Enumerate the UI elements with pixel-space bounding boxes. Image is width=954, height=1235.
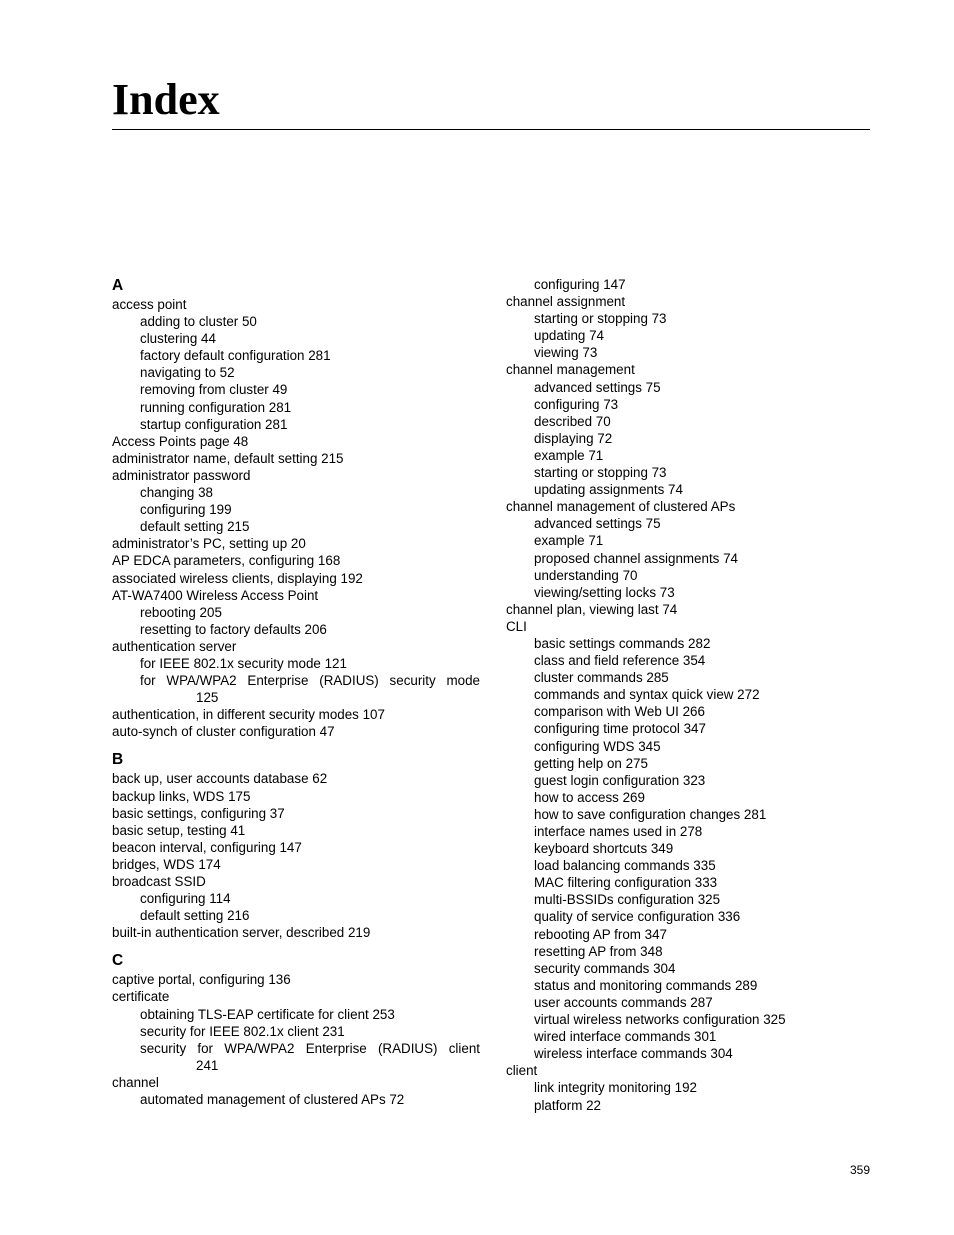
index-subentry: default setting 215 [140, 519, 250, 535]
index-entry: channel [112, 1074, 159, 1090]
index-entry: authentication server [112, 638, 237, 654]
index-entry: broadcast SSID [112, 874, 206, 889]
index-entry: basic settings, configuring 37 [112, 805, 285, 821]
section-letter-b: B [112, 751, 124, 769]
index-subentry: cluster commands 285 [534, 670, 669, 686]
index-subentry: running configuration 281 [140, 399, 292, 415]
index-subentry: example 71 [534, 447, 604, 463]
index-subentry: adding to cluster 50 [140, 314, 257, 330]
index-entry: access point [112, 297, 187, 312]
index-entry: beacon interval, configuring 147 [112, 839, 302, 855]
index-entry: backup links, WDS 175 [112, 788, 251, 804]
index-subentry: example 71 [534, 533, 604, 549]
index-entry: AP EDCA parameters, configuring 168 [112, 553, 341, 569]
index-subentry: configuring 114 [140, 891, 231, 907]
index-subentry: updating 74 [534, 328, 604, 344]
index-subentry: link integrity monitoring 192 [534, 1080, 698, 1096]
index-subentry: displaying 72 [534, 430, 613, 446]
index-column-right [506, 276, 874, 1114]
index-subentry: rebooting 205 [140, 604, 222, 620]
index-subentry: user accounts commands 287 [534, 994, 713, 1010]
index-subentry: MAC filtering configuration 333 [534, 875, 718, 891]
index-subentry: changing 38 [140, 485, 213, 501]
index-page-ref: 241 [196, 1057, 219, 1073]
index-column-left [112, 276, 480, 1108]
index-subentry: security for WPA/WPA2 Enterprise (RADIUS) client [140, 1040, 480, 1056]
index-subentry: guest login configuration 323 [534, 772, 706, 788]
index-subentry: class and field reference 354 [534, 653, 706, 669]
index-subentry: navigating to 52 [140, 365, 235, 381]
index-subentry: configuring 147 [534, 277, 626, 292]
index-entry: channel plan, viewing last 74 [506, 601, 678, 617]
index-subentry: starting or stopping 73 [534, 311, 667, 327]
index-subentry: configuring time protocol 347 [534, 721, 706, 737]
index-subentry: interface names used in 278 [534, 824, 703, 839]
index-subentry: status and monitoring commands 289 [534, 977, 758, 993]
index-page-ref: 125 [196, 690, 219, 706]
index-subentry: understanding 70 [534, 567, 638, 583]
index-entry: associated wireless clients, displaying 192 [112, 570, 363, 586]
index-entry: built-in authentication server, described 219 [112, 925, 371, 941]
section-letter-c: C [112, 952, 124, 970]
index-subentry: quality of service configuration 336 [534, 909, 741, 925]
index-subentry: for WPA/WPA2 Enterprise (RADIUS) security mode [140, 673, 480, 689]
index-subentry: factory default configuration 281 [140, 348, 331, 364]
index-entry: administrator’s PC, setting up 20 [112, 536, 306, 552]
section-letter-a: A [112, 277, 124, 294]
index-entry: Access Points page 48 [112, 433, 249, 449]
index-entry: channel management of clustered APs [506, 499, 736, 515]
index-entry: channel assignment [506, 294, 626, 310]
index-subentry: starting or stopping 73 [534, 465, 667, 481]
index-subentry: keyboard shortcuts 349 [534, 841, 674, 857]
page-number: 359 [849, 1163, 870, 1177]
index-subentry: security for IEEE 802.1x client 231 [140, 1023, 345, 1039]
index-entry: captive portal, configuring 136 [112, 972, 291, 988]
index-entry: authentication, in different security modes 107 [112, 707, 385, 723]
index-subentry: resetting to factory defaults 206 [140, 621, 327, 637]
index-subentry: updating assignments 74 [534, 482, 683, 498]
index-subentry: resetting AP from 348 [534, 943, 663, 959]
index-subentry: described 70 [534, 413, 611, 429]
index-entry: basic setup, testing 41 [112, 822, 246, 838]
index-subentry: configuring WDS 345 [534, 738, 661, 754]
index-subentry: wireless interface commands 304 [534, 1046, 733, 1062]
index-entry: client [506, 1063, 538, 1079]
index-subentry: how to access 269 [534, 789, 645, 805]
index-subentry: configuring 199 [140, 502, 232, 518]
index-subentry: platform 22 [534, 1097, 601, 1113]
index-subentry: rebooting AP from 347 [534, 926, 668, 942]
index-entry: administrator password [112, 467, 251, 483]
index-subentry: multi-BSSIDs configuration 325 [534, 892, 721, 908]
index-subentry: proposed channel assignments 74 [534, 550, 738, 566]
index-entry: administrator name, default setting 215 [112, 450, 344, 466]
index-subentry: viewing 73 [534, 345, 598, 361]
index-subentry: basic settings commands 282 [534, 635, 711, 651]
index-subentry: startup configuration 281 [140, 416, 288, 432]
index-subentry: virtual wireless networks configuration 325 [534, 1012, 786, 1028]
page-title: Index [112, 75, 220, 124]
index-entry: CLI [506, 618, 527, 634]
index-entry: back up, user accounts database 62 [112, 771, 328, 787]
index-subentry: advanced settings 75 [534, 379, 661, 395]
index-subentry: getting help on 275 [534, 755, 648, 771]
index-subentry: wired interface commands 301 [534, 1029, 717, 1045]
index-subentry: security commands 304 [534, 960, 676, 976]
index-subentry: how to save configuration changes 281 [534, 806, 767, 822]
index-subentry: advanced settings 75 [534, 516, 661, 532]
index-subentry: clustering 44 [140, 331, 216, 347]
index-subentry: commands and syntax quick view 272 [534, 687, 760, 703]
index-subentry: removing from cluster 49 [140, 382, 288, 398]
index-entry: certificate [112, 989, 170, 1005]
index-subentry: comparison with Web UI 266 [534, 704, 705, 720]
title-rule [112, 129, 870, 130]
index-subentry: automated management of clustered APs 72 [140, 1092, 405, 1108]
index-subentry: obtaining TLS-EAP certificate for client 253 [140, 1006, 395, 1022]
index-entry: auto-synch of cluster configuration 47 [112, 724, 335, 740]
index-entry: AT-WA7400 Wireless Access Point [112, 587, 319, 603]
index-subentry: default setting 216 [140, 908, 250, 924]
index-subentry: load balancing commands 335 [534, 858, 716, 874]
index-subentry: for IEEE 802.1x security mode 121 [140, 655, 347, 671]
index-subentry: configuring 73 [534, 396, 619, 412]
index-subentry: viewing/setting locks 73 [534, 584, 675, 600]
index-entry: channel management [506, 362, 635, 378]
index-entry: bridges, WDS 174 [112, 856, 221, 872]
